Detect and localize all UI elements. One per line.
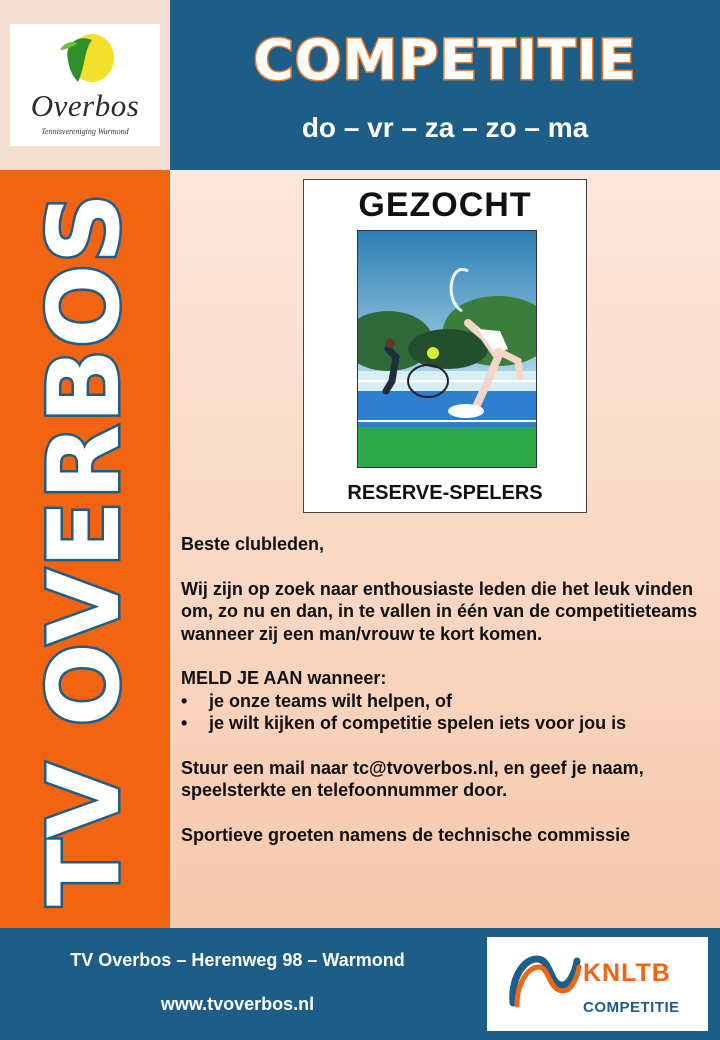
footer-website-link[interactable]: www.tvoverbos.nl xyxy=(160,994,315,1014)
list-item xyxy=(181,712,701,735)
signup-heading: MELD JE AAN wanneer: xyxy=(181,668,387,688)
footer-address: TV Overbos – Herenweg 98 – Warmond xyxy=(70,950,405,970)
letter-body xyxy=(181,533,701,846)
letter-closing: Sportieve groeten namens de technische commissie xyxy=(181,824,631,845)
knltb-swoosh-icon xyxy=(507,949,583,1009)
letter-paragraph-2: Stuur een mail naar tc@tvoverbos.nl, en geef je naam, speelsterkte en telefoonnummer door. xyxy=(181,757,644,800)
letter-greeting: Beste clubleden, xyxy=(181,534,325,554)
knltb-logo xyxy=(487,937,708,1031)
sidebar-club-name: TV OVERBOS xyxy=(28,191,142,907)
competition-days: do – vr – za – zo – ma xyxy=(301,112,589,143)
tennis-ball-leaf-icon xyxy=(54,30,116,90)
list-item xyxy=(181,690,701,713)
letter-paragraph-1: Wij zijn op zoek naar enthousiaste leden die het leuk vinden om, zo nu en dan, in te vallen in één van de competitieteams wanneer zij een man/vrouw te kort komen. xyxy=(181,578,698,644)
bullet-text: je wilt kijken of competitie spelen iets voor jou is xyxy=(209,713,627,733)
poster-subtitle: RESERVE-SPELERS xyxy=(347,482,543,504)
bullet-icon: • xyxy=(181,690,188,711)
bullet-icon: • xyxy=(181,713,188,733)
poster-title: GEZOCHT xyxy=(358,186,532,224)
club-logo-tagline: Tennisvereniging Warmond xyxy=(41,127,129,136)
page-title: COMPETITIE xyxy=(253,28,637,92)
knltb-name: KNLTB xyxy=(583,959,671,987)
club-logo xyxy=(10,24,160,146)
club-logo-name: Overbos xyxy=(30,88,140,123)
tennis-players-illustration xyxy=(357,230,537,468)
wanted-poster xyxy=(303,179,587,513)
bullet-text: je onze teams wilt helpen, of xyxy=(209,690,453,711)
knltb-subtitle: COMPETITIE xyxy=(583,999,680,1016)
